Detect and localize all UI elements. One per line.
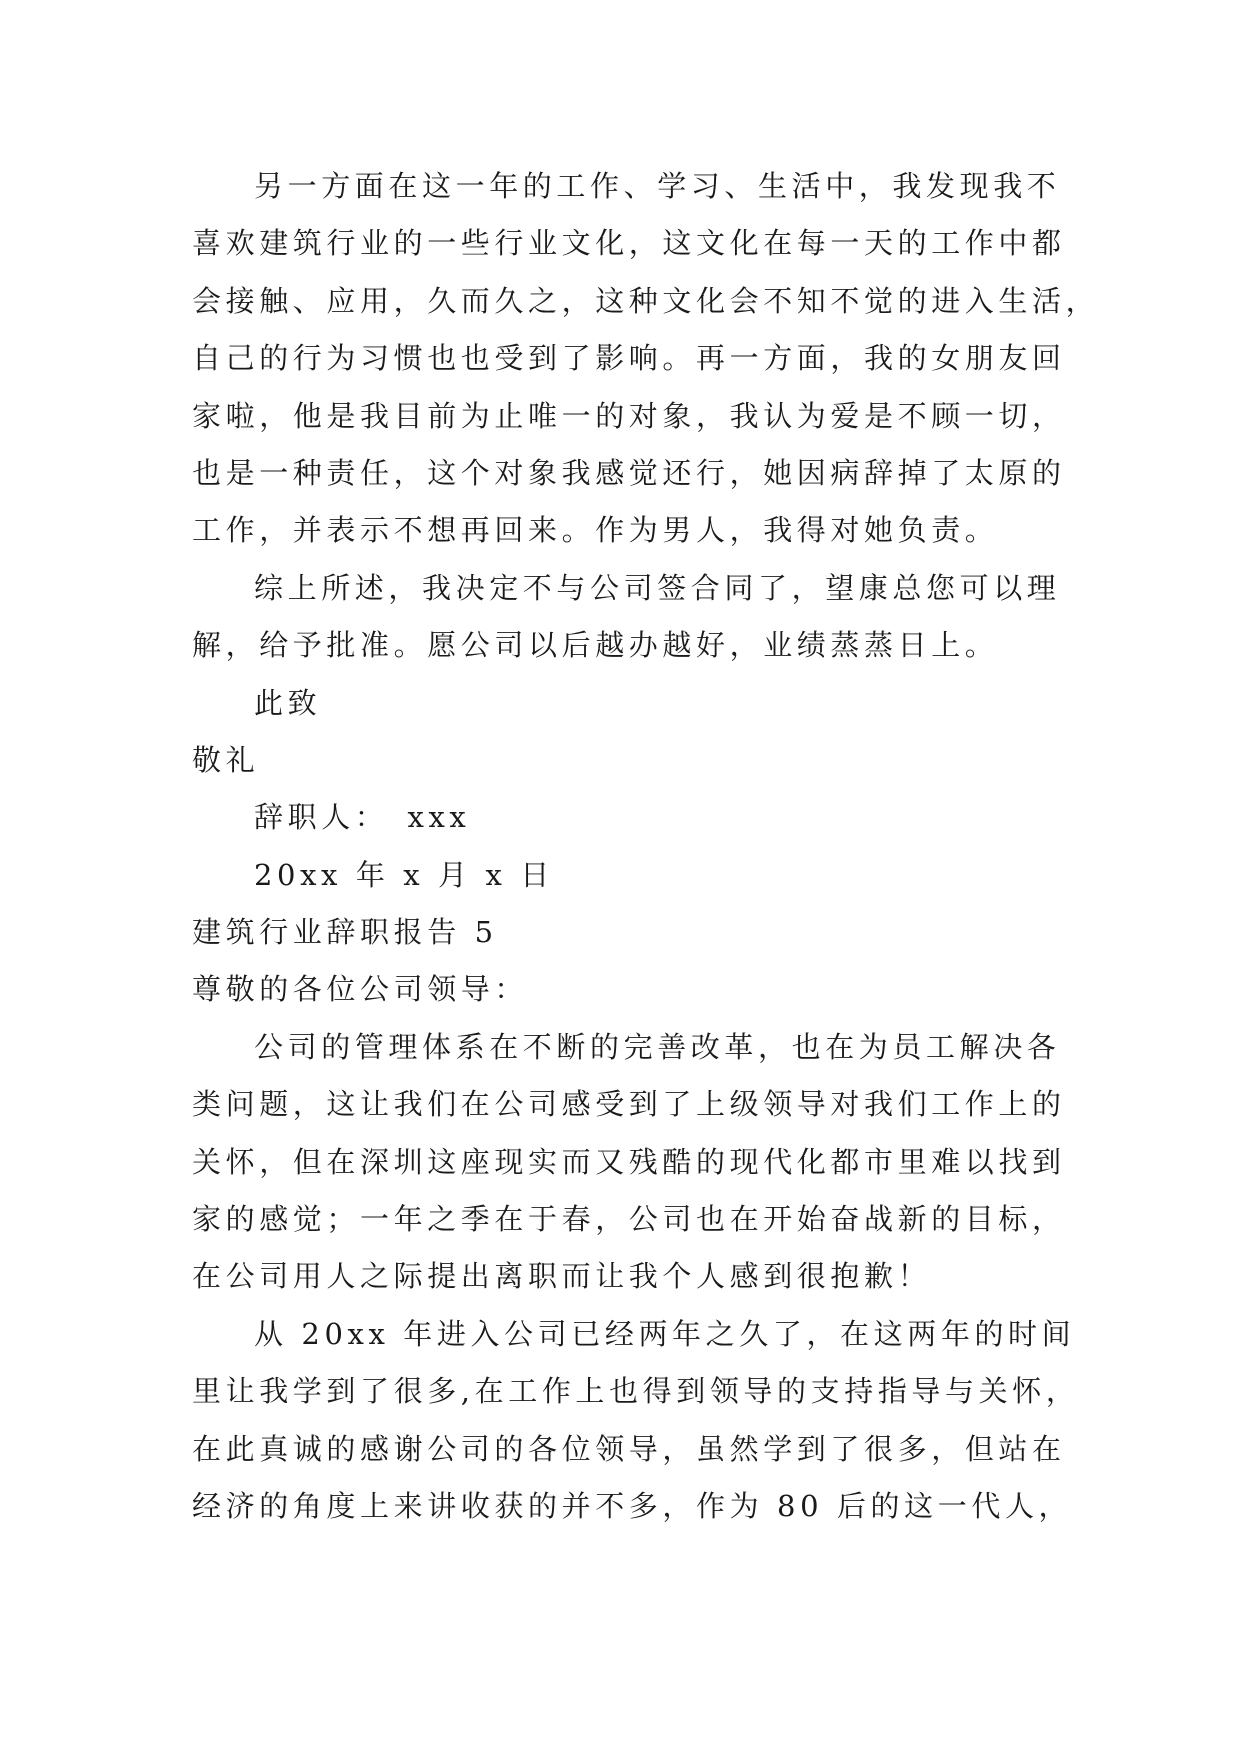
section-title: 建筑行业辞职报告 5: [192, 915, 498, 950]
paragraph-line: 综上所述，我决定不与公司签合同了，望康总您可以理: [254, 570, 1061, 605]
paragraph-line: 类问题，这让我们在公司感受到了上级领导对我们工作上的: [192, 1087, 1066, 1122]
paragraph-line: 喜欢建筑行业的一些行业文化，这文化在每一天的工作中都: [192, 226, 1066, 261]
paragraph-line: 里让我学到了很多,在工作上也得到领导的支持指导与关怀，: [192, 1374, 1080, 1409]
paragraph-line: 会接触、应用，久而久之，这种文化会不知不觉的进入生活，: [192, 283, 1100, 318]
paragraph-line: 解，给予批准。愿公司以后越办越好，业绩蒸蒸日上。: [192, 628, 999, 663]
paragraph-line: 公司的管理体系在不断的完善改革，也在为员工解决各: [254, 1029, 1061, 1064]
document-page: [192, 158, 1100, 1535]
paragraph-line: 工作，并表示不想再回来。作为男人，我得对她负责。: [192, 513, 999, 548]
closing-salutation: 此致: [254, 685, 322, 720]
signature-line: 辞职人： xxx: [254, 800, 471, 835]
paragraph-line: 家啦，他是我目前为止唯一的对象，我认为爱是不顾一切，: [192, 398, 1066, 433]
closing-regards: 敬礼: [192, 742, 260, 777]
paragraph-line: 在此真诚的感谢公司的各位领导，虽然学到了很多，但站在: [192, 1431, 1066, 1466]
paragraph-line: 经济的角度上来讲收获的并不多，作为 80 后的这一代人，: [192, 1488, 1073, 1523]
paragraph-line: 也是一种责任，这个对象我感觉还行，她因病辞掉了太原的: [192, 455, 1066, 490]
paragraph-line: 关怀，但在深圳这座现实而又残酷的现代化都市里难以找到: [192, 1144, 1066, 1179]
greeting-line: 尊敬的各位公司领导：: [192, 972, 529, 1007]
paragraph-line: 另一方面在这一年的工作、学习、生活中，我发现我不: [254, 169, 1061, 203]
paragraph-line: 从 20xx 年进入公司已经两年之久了，在这两年的时间: [254, 1316, 1076, 1351]
paragraph-line: 家的感觉；一年之季在于春，公司也在开始奋战新的目标，: [192, 1202, 1066, 1237]
paragraph-line: 自己的行为习惯也也受到了影响。再一方面，我的女朋友回: [192, 341, 1066, 376]
date-line: 20xx 年 x 月 x 日: [254, 857, 554, 892]
paragraph-line: 在公司用人之际提出离职而让我个人感到很抱歉！: [192, 1259, 932, 1294]
